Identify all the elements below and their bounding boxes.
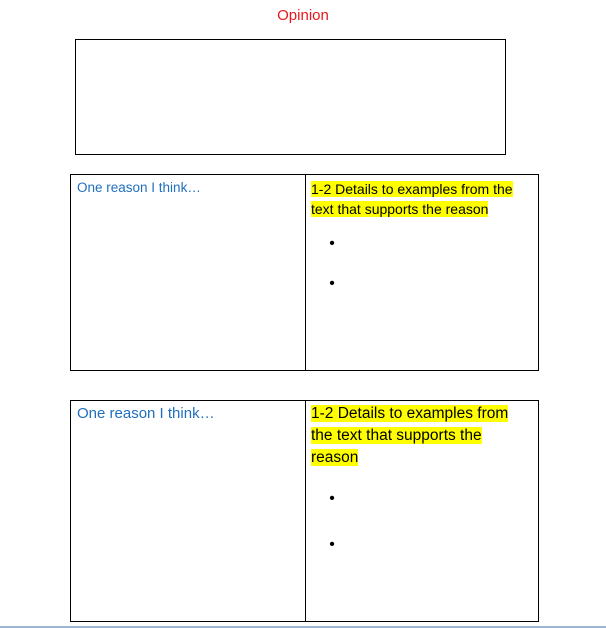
- reason-cell-2[interactable]: [71, 401, 306, 621]
- reason-cell-1[interactable]: [71, 175, 306, 370]
- reason-table-2: [70, 400, 539, 622]
- details-text-2: [311, 403, 532, 469]
- reason-label-1: One reason I think…: [77, 180, 201, 195]
- reason-table-1: [70, 174, 539, 371]
- details-cell-1[interactable]: [306, 175, 538, 370]
- page-title: Opinion: [277, 7, 329, 24]
- details-line: 1-2 Details to examples from the: [311, 181, 513, 197]
- details-line: 1-2 Details to examples from: [311, 405, 509, 422]
- bullet-item: •: [329, 536, 335, 553]
- details-line: reason: [311, 449, 359, 466]
- opinion-box[interactable]: [75, 39, 506, 155]
- bullet-item: •: [329, 490, 335, 507]
- reason-label-2: One reason I think…: [77, 405, 215, 422]
- details-text-1: [311, 179, 532, 219]
- details-line: text that supports the reason: [311, 201, 489, 217]
- bullet-item: •: [329, 235, 335, 252]
- bullet-item: •: [329, 275, 335, 292]
- details-cell-2[interactable]: [306, 401, 538, 621]
- details-line: the text that supports the: [311, 427, 482, 444]
